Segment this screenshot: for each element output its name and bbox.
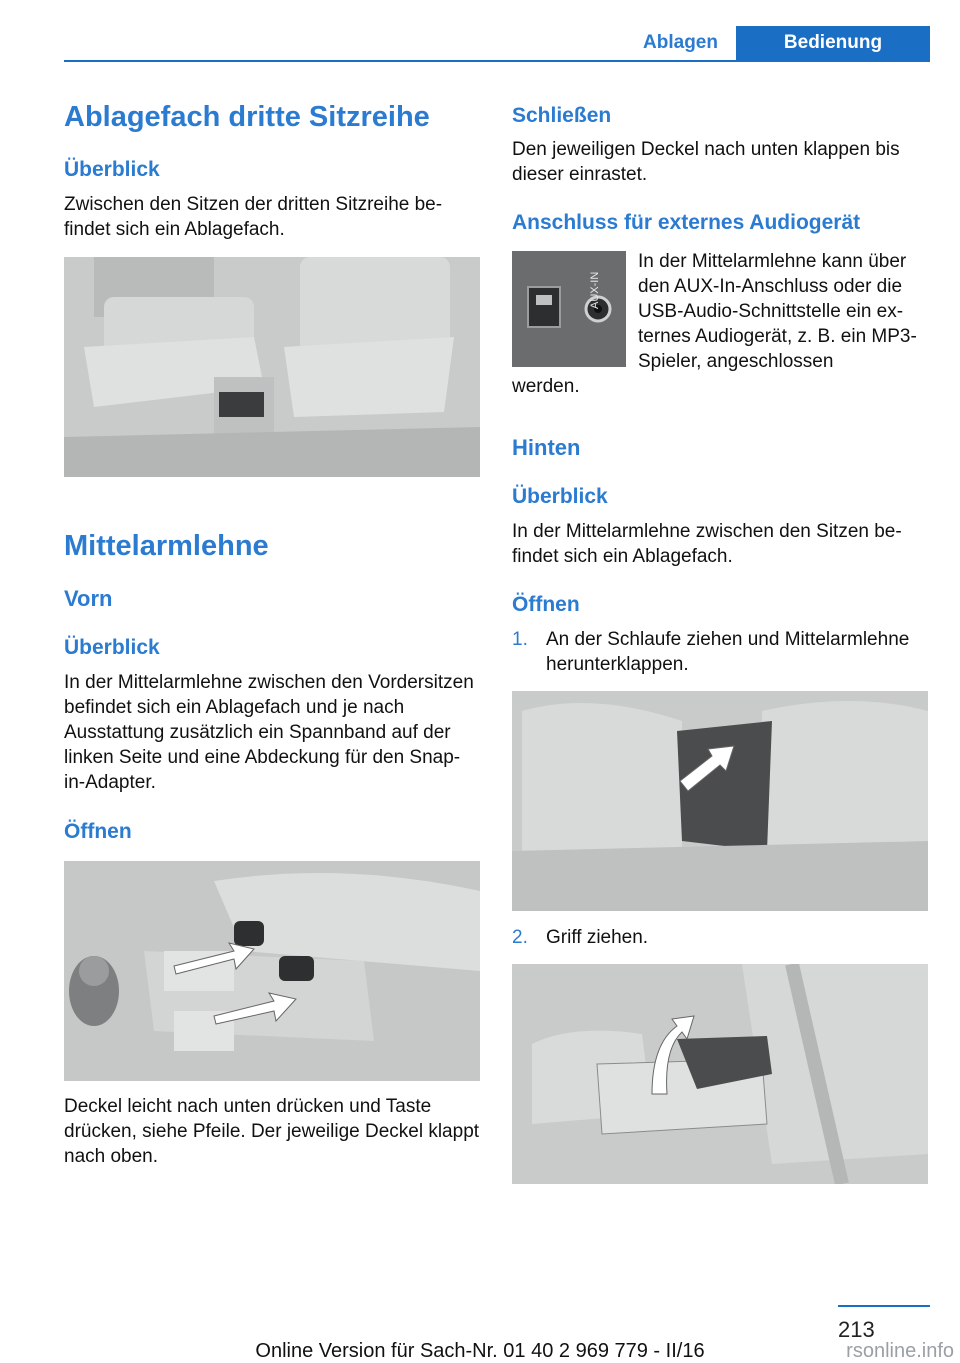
section-tab-ablagen: Ablagen: [643, 32, 718, 53]
close-heading: Schließen: [512, 104, 612, 127]
step-1-number: 1.: [512, 629, 528, 650]
rear-overview-heading: Überblick: [512, 485, 608, 508]
overview-text: Zwischen den Sitzen der dritten Sitzreihe befindet sich ein Ablagefach.: [64, 194, 443, 240]
front-armrest-figure: [64, 861, 480, 1081]
aux-usb-port-illustration: [512, 251, 626, 367]
aux-usb-port-figure: [512, 251, 626, 367]
page-title: Ablagefach dritte Sitzreihe: [64, 101, 430, 133]
audio-text-wrap: In der Mittelarmlehne kann über den AUX-In-Anschluss oder die USB-Audio-Schnittstelle ein externes Audiogerät, z. B. ein MP3-Spieler, angeschlossen: [638, 251, 917, 372]
rear-armrest-fold-figure: [512, 691, 928, 911]
audio-heading: Anschluss für externes Audiogerät: [512, 211, 861, 234]
third-row-storage-figure: [64, 257, 480, 477]
audio-text-tail: werden.: [512, 376, 580, 397]
footer-rule: [838, 1305, 930, 1307]
front-overview-text: In der Mittelarmlehne zwischen den Vordersitzen befindet sich ein Ablagefach und je nach Ausstattung zusätzlich ein Spannband auf der linken Seite und eine Abdeckung für den Snap-in-Adapter.: [64, 672, 474, 793]
rear-handle-figure: [512, 964, 928, 1184]
close-text: Den jeweiligen Deckel nach unten klappen bis dieser einrastet.: [512, 139, 900, 185]
front-armrest-illustration: [64, 861, 480, 1081]
rear-handle-illustration: [512, 964, 928, 1184]
section-title-mittelarmlehne: Mittelarmlehne: [64, 530, 269, 562]
header-rule: [64, 60, 930, 62]
watermark: rsonline.info: [846, 1340, 954, 1362]
front-heading: Vorn: [64, 586, 113, 611]
page-number: 213: [838, 1317, 875, 1342]
chapter-tab-bedienung: Bedienung: [736, 26, 930, 60]
front-overview-heading: Überblick: [64, 636, 160, 659]
aux-in-label: AUX-IN: [589, 271, 601, 309]
third-row-storage-illustration: [64, 257, 480, 477]
open-heading: Öffnen: [64, 820, 132, 843]
rear-armrest-fold-illustration: [512, 691, 928, 911]
rear-overview-text: In der Mittelarmlehne zwischen den Sitzen befindet sich ein Ablagefach.: [512, 521, 902, 567]
open-text: Deckel leicht nach unten drücken und Taste drücken, siehe Pfeile. Der jeweilige Deckel klappt nach oben.: [64, 1096, 480, 1167]
rear-open-heading: Öffnen: [512, 593, 580, 616]
step-2-number: 2.: [512, 927, 528, 948]
online-version-note: Online Version für Sach-Nr. 01 40 2 969 779 - II/16: [255, 1340, 705, 1362]
overview-heading: Überblick: [64, 158, 160, 181]
step-2-text: Griff ziehen.: [546, 927, 649, 948]
rear-heading: Hinten: [512, 435, 581, 460]
step-1-text: An der Schlaufe ziehen und Mittelarmlehne herunterklappen.: [546, 629, 910, 675]
